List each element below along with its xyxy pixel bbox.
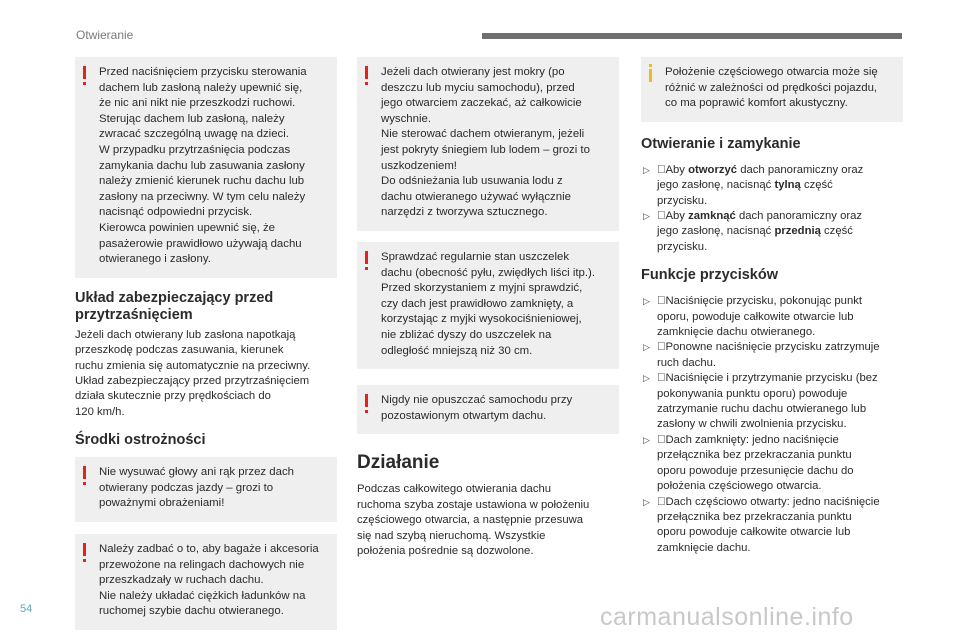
functions-list [641,294,903,556]
warning-icon [365,394,368,407]
page-number: 54 [20,603,33,615]
bullet-arrow-icon: ▷ [643,496,650,507]
bullet-arrow-icon: ▷ [643,164,650,175]
warning-box [357,57,619,231]
bullet-arrow-icon: ▷ [643,373,650,384]
warning-icon [365,66,368,79]
warning-icon [83,466,86,479]
warning-icon [365,251,368,264]
list-item: ▷ Dach zamknięty: jedno naciśnięcie przełącznika bez przekraczania punktu oporu powoduje przesunięcie dachu do położenia częściowego otwarcia. [643,433,854,493]
bullet-arrow-icon: ▷ [643,296,650,307]
heading-precautions: Środki ostrożności [75,432,206,449]
warning-box [75,57,337,278]
section-title: Otwieranie [76,28,134,42]
warning-text: Sprawdzać regularnie stan uszczelek dachu (obecność pyłu, zwiędłych liści itp.). Przed skorzystaniem z myjni sprawdzić, czy dach jest prawidłowo zamknięty, a korzystając z myjki wysokociśnieniowej, nie zbliżać dyszy do uszczelek na odległość mniejszą niż 30 cm. [381,250,595,357]
warning-box [75,534,337,630]
operation-text: Podczas całkowitego otwierania dachu ruchoma szyba zostaje ustawiona w położeniu częściowego otwarcia, a następnie przesuwa się nad szybą nieruchomą. Wszystkie położenia pośrednie są dozwolone. [357,483,590,557]
info-text: Położenie częściowego otwarcia może się różnić w zależności od prędkości pojazdu, co ma poprawić komfort akustyczny. [665,66,878,110]
watermark: carmanualsonline.info [600,603,854,631]
warning-text: Nigdy nie opuszczać samochodu przy pozostawionym otwartym dachu. [381,394,573,422]
column-1 [75,57,337,642]
warning-text: Należy zadbać o to, aby bagaże i akcesoria przewożone na relingach dachowych nie przeszkadzały w ruchach dachu. Nie należy układać ciężkich ładunków na ruchomej szybie dachu otwieranego. [99,542,319,618]
warning-box [357,385,619,434]
warning-text: Nie wysuwać głowy ani rąk przez dach otwierany podczas jazdy – grozi to poważnymi obrażeniami! [99,466,294,510]
warning-icon [83,543,86,556]
heading-open-close: Otwieranie i zamykanie [641,135,801,152]
warning-text: Jeżeli dach otwierany jest mokry (po deszczu lub myciu samochodu), przed jego otwarciem zaczekać, aż całkowicie wyschnie. Nie sterować dachem otwieranym, jeżeli jest pokryty śniegiem lub lodem – grozi to uszkodzeniem! Do odśnieżania lub usuwania lodu z dachu otwieranego używać wyłącznie narzędzi z tworzywa sztucznego. [381,66,590,219]
warning-box [357,242,619,369]
column-3 [641,57,903,556]
column-2 [357,57,619,559]
list-item: ▷ Aby zamknąć dach panoramiczny oraz jego zasłonę, nacisnąć przednią część przycisku. [643,210,863,253]
list-item: ▷ Naciśnięcie i przytrzymanie przycisku (bez pokonywania punktu oporu) powoduje zatrzymanie ruchu dachu otwieranego lub zasłony w chwili zwolnienia przycisku. [643,372,878,431]
info-icon [649,69,652,82]
bullet-arrow-icon: ▷ [643,211,650,221]
open-close-list [641,163,903,255]
heading-operation: Działanie [357,452,440,474]
bullet-arrow-icon: ▷ [643,434,650,445]
anti-pinch-text: Jeżeli dach otwierany lub zasłona napotkają przeszkodę podczas zasuwania, kierunek ruchu zmienia się automatycznie na przeciwny. Układ zabezpieczający przed przytrzaśnięciem działa skutecznie przy prędkościach do 120 km/h. [75,328,311,418]
info-box [641,57,903,122]
list-item: ▷ Dach częściowo otwarty: jedno naciśnięcie przełącznika bez przekraczania punktu oporu powoduje całkowite otwarcie lub zamknięcie dachu. [643,495,880,554]
heading-button-functions: Funkcje przycisków [641,267,778,284]
warning-box [75,457,337,522]
list-item: ▷ Aby otworzyć dach panoramiczny oraz jego zasłonę, nacisnąć tylną część przycisku. [643,163,864,207]
header-bar [482,33,902,39]
bullet-arrow-icon: ▷ [643,342,650,353]
list-item: ▷ Ponowne naciśnięcie przycisku zatrzymuje ruch dachu. [643,341,880,369]
list-item: ▷ Naciśnięcie przycisku, pokonując punkt oporu, powoduje całkowite otwarcie lub zamknięcie dachu otwieranego. [643,295,863,339]
warning-icon [83,66,86,79]
warning-text: Przed naciśnięciem przycisku sterowania dachem lub zasłoną należy upewnić się, że nic ani nikt nie przeszkodzi ruchowi. Sterując dachem lub zasłoną, należy zwracać szczególną uwagę na dzieci. W przypadku przytrzaśnięcia podczas zamykania dachu lub zasuwania zasłony należy zmienić kierunek ruchu dachu lub zasłony na przeciwny. W tym celu należy nacisnąć odpowiedni przycisk. Kierowca powinien upewnić się, że pasażerowie prawidłowo używają dachu otwieranego i zasłony. [99,66,307,266]
heading-anti-pinch: Układ zabezpieczający przed przytrzaśnięciem [75,289,274,323]
